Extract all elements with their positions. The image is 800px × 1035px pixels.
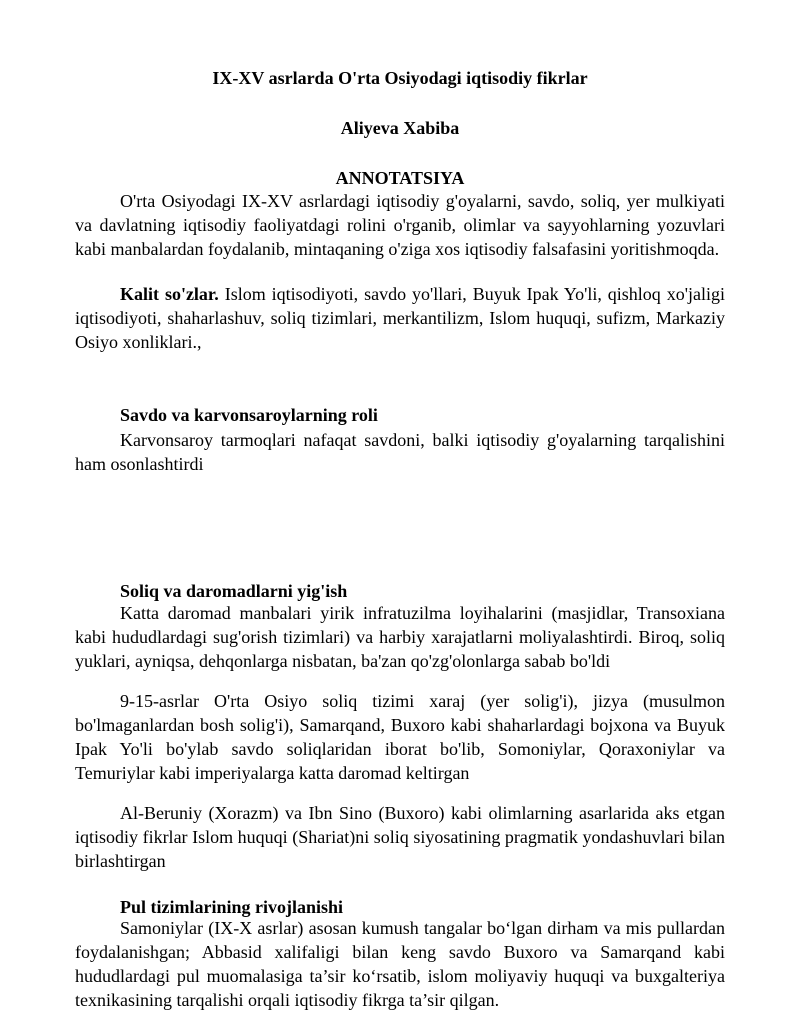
- section-paragraph: Samoniylar (IX-X asrlar) asosan kumush tangalar bo‘lgan dirham va mis pullardan foydalanishgan; Abbasid xalifaligi bilan keng savdo Buxoro va Samarqand kabi hududlardagi pul muomalasiga ta’sir ko‘rsatib, islom moliyaviy huquqi va buxgalteriya texnikasining tarqalishi orqali iqtisodiy fikrga ta’sir qilgan.: [75, 918, 725, 1010]
- section-paragraph: Katta daromad manbalari yirik infratuzilma loyihalarini (masjidlar, Transoxiana kabi hududlardagi sug'orish tizimlari) va harbiy xarajatlarni moliyalashtirdi. Biroq, soliq yuklari, ayniqsa, dehqonlarga nisbatan, ba'zan qo'zg'olonlarga sabab bo'ldi: [75, 603, 725, 671]
- author-name: Aliyeva Xabiba: [340, 118, 460, 138]
- section-heading-taxes: Soliq va daromadlarni yig'ish: [120, 581, 348, 601]
- annotation-text: O'rta Osiyodagi IX-XV asrlardagi iqtisodiy g'oyalarni, savdo, soliq, yer mulkiyati va davlatning iqtisodiy faoliyatdagi rolini o'rganib, olimlar va sayyohlarning yozuvlari kabi manbalardan foydalanib, mintaqaning o'ziga xos iqtisodiy falsafasini yoritishmoqda.: [75, 191, 725, 259]
- section-paragraph: 9-15-asrlar O'rta Osiyo soliq tizimi xaraj (yer solig'i), jizya (musulmon bo'lmaganlardan bosh solig'i), Samarqand, Buxoro kabi shaharlardagi bojxona va Buyuk Ipak Yo'li bo'ylab savdo soliqlaridan iborat bo'lib, Somoniylar, Qoraxoniylar va Temuriylar kabi imperiyalarga katta daromad keltirgan: [75, 691, 725, 783]
- section-heading-trade: Savdo va karvonsaroylarning roli: [120, 405, 378, 425]
- document-title: IX-XV asrlarda O'rta Osiyodagi iqtisodiy fikrlar: [212, 68, 588, 88]
- keywords-text: Islom iqtisodiyoti, savdo yo'llari, Buyuk Ipak Yo'li, qishloq xo'jaligi iqtisodiyoti, shaharlashuv, soliq tizimlari, merkantilizm, Islom huquqi, sufizm, Markaziy Osiyo xonliklari.,: [75, 284, 725, 352]
- keywords-paragraph: [75, 282, 725, 354]
- section-paragraph: Al-Beruniy (Xorazm) va Ibn Sino (Buxoro) kabi olimlarning asarlarida aks etgan iqtisodiy fikrlar Islom huquqi (Shariat)ni soliq siyosatining pragmatik yondashuvlari bilan birlashtirgan: [75, 803, 725, 871]
- annotation-heading: ANNOTATSIYA: [335, 168, 465, 188]
- keywords-label: Kalit so'zlar.: [120, 284, 219, 304]
- section-heading-money: Pul tizimlarining rivojlanishi: [120, 897, 344, 917]
- section-paragraph: Karvonsaroy tarmoqlari nafaqat savdoni, balki iqtisodiy g'oyalarning tarqalishini ham osonlashtirdi: [75, 430, 725, 474]
